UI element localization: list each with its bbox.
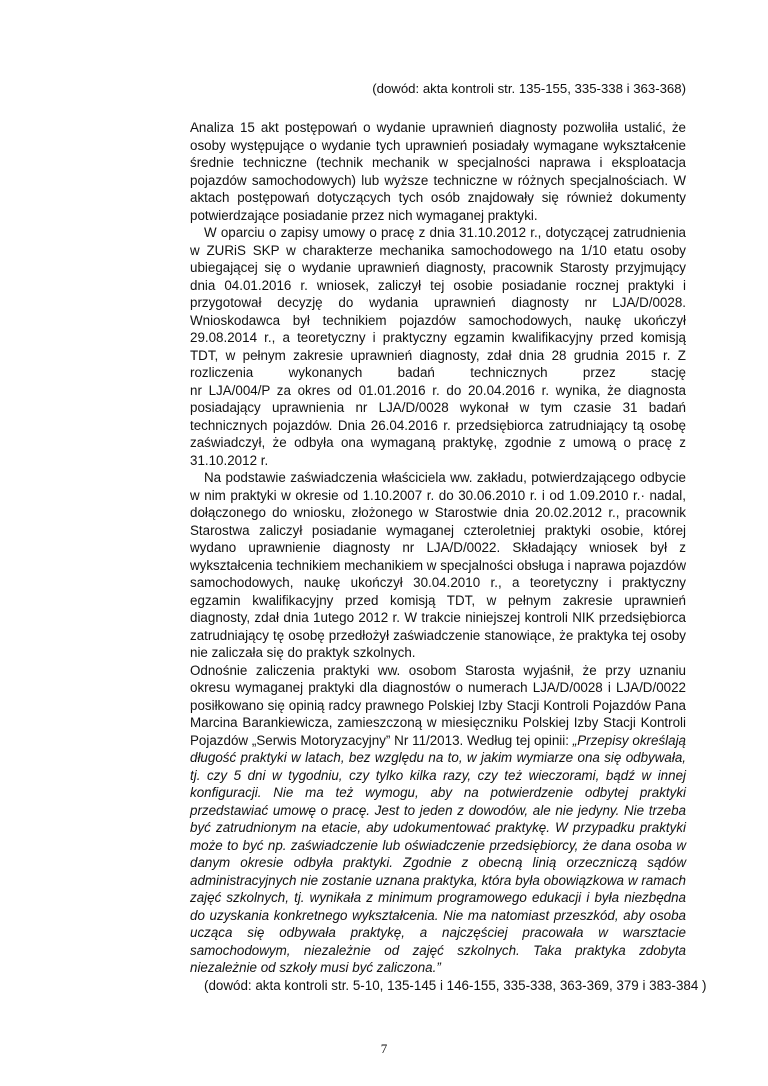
paragraph-employment-contract: W oparciu o zapisy umowy o pracę z dnia 31.10.2012 r., dotyczącej zatrudnienia w ZURiS SKP w charakterze mechanika samochodowego na 1/10 etatu osoby ubiegającej się o wydanie uprawnień diagnosty, pracownik Starosty przyjmujący dnia 04.01.2016 r. wniosek, zaliczył tej osobie posiadanie rocznej praktyki i przygotował decyzję do wydania uprawnień diagnosty nr LJA/D/0028. Wnioskodawca był technikiem pojazdów samochodowych, naukę ukończył 29.08.2014 r., a teoretyczny i praktyczny egzamin kwalifikacyjny przed komisją TDT, w pełnym zakresie uprawnień diagnosty, zdał dnia 28 grudnia 2015 r. Z rozliczenia wykonanych badań technicznych przez stację [190, 225, 686, 380]
legal-opinion-quote: „Przepisy określają długość praktyki w latach, bez względu na to, w jakim wymiarze ona się odbywała, tj. czy 5 dni w tygodniu, czy tylko kilka razy, czy też wieczorami, bądź w innej konfiguracji. Nie ma też wymogu, aby na potwierdzenie odbytej praktyki przedstawiać umowę o pracę. Jest to jeden z dowodów, ale nie jedyny. Nie trzeba być zatrudnionym na etacie, aby udokumentować praktykę. W przypadku praktyki może to być np. zaświadczenie lub oświadczenie przedsiębiorcy, że dana osoba w danym okresie odbyła praktyki. Zgodnie z obecną linią orzeczniczą sądów administracyjnych nie zostanie uznana praktyka, która była obowiązkowa w ramach zajęć szkolnych, tj. wynikała z minimum programowego edukacji i była niezbędna do uzyskania konkretnego wykształcenia. Nie ma natomiast przeszkód, aby osoba ucząca się odbywała praktykę, a najczęściej pracowała w warsztacie samochodowym, niezależnie od zajęć szkolnych. Taka praktyka zdobyta niezależnie od szkoły musi być zaliczona.” [190, 732, 686, 975]
page-number: 7 [380, 1041, 388, 1056]
evidence-reference-top: (dowód: akta kontroli str. 135-155, 335-338 i 363-368) [372, 81, 686, 96]
paragraph-certificate: Na podstawie zaświadczenia właściciela ww. zakładu, potwierdzającego odbycie w nim praktyki w okresie od 1.10.2007 r. do 30.06.2010 r. i od 1.09.2010 r.· nadal, dołączonego do wniosku, złożonego w Starostwie dnia 20.02.2012 r., pracownik Starostwa zaliczył posiadanie wymaganej czteroletniej praktyki osobie, której wydano uprawnienie diagnosty nr LJA/D/0022. Składający wniosek był z wykształcenia technikiem mechanikiem w specjalności obsługa i naprawa pojazdów samochodowych, naukę ukończył 30.04.2010 r., a teoretyczny i praktyczny egzamin kwalifikacyjny przed komisją TDT, w pełnym zakresie uprawnień diagnosty, zdał dnia 1utego 2012 r. W trakcie niniejszej kontroli NIK przedsiębiorca zatrudniający tę osobę przedłożył zaświadczenie stanowiące, że praktyka tej osoby nie zaliczała się do praktyk szkolnych. [190, 470, 686, 660]
paragraph-employment-contract-continued: nr LJA/004/P za okres od 01.01.2016 r. do 20.04.2016 r. wynika, że diagnosta posiadający uprawnienia nr LJA/D/0028 wykonał w tym czasie 31 badań technicznych pojazdów. Dnia 26.04.2016 r. przedsiębiorca zatrudniający tą osobę zaświadczył, że odbyła ona wymaganą praktykę, zgodnie z umową o pracę z 31.10.2012 r. [190, 382, 686, 468]
document-body [190, 119, 707, 994]
evidence-reference-bottom: (dowód: akta kontroli str. 5-10, 135-145 i 146-155, 335-338, 363-369, 379 i 383-384 ) [204, 977, 707, 993]
paragraph-starosta-explanation [190, 662, 686, 977]
explanation-lead-text: Odnośnie zaliczenia praktyki ww. osobom Starosta wyjaśnił, że przy uznaniu okresu wymaganej praktyki dla diagnostów o numerach LJA/D/0028 i LJA/D/0022 posiłkowano się opinią radcy prawnego Polskiej Izby Stacji Kontroli Pojazdów Pana Marcina Barankiewicza, zamieszczoną w miesięczniku Polskiej Izby Stacji Kontroli Pojazdów „Serwis Motoryzacyjny” Nr 11/2013. Według tej opinii: [190, 662, 686, 748]
paragraph-analysis: Analiza 15 akt postępowań o wydanie uprawnień diagnosty pozwoliła ustalić, że osoby występujące o wydanie tych uprawnień posiadały wymagane wykształcenie średnie techniczne (technik mechanik w specjalności naprawa i eksploatacja pojazdów samochodowych) lub wyższe techniczne w różnych specjalnościach. W aktach postępowań dotyczących tych osób znajdowały się również dokumenty potwierdzające posiadanie przez nich wymaganej praktyki. [190, 120, 686, 223]
